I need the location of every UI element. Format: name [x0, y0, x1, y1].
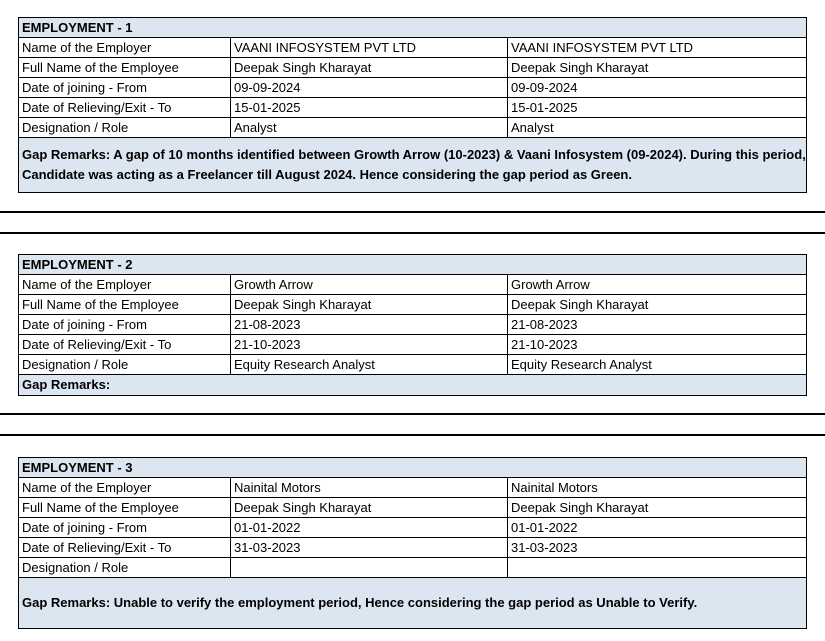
row-label: Designation / Role — [19, 558, 231, 578]
relieving-value-2: 31-03-2023 — [508, 538, 807, 558]
joining-value-1: 21-08-2023 — [231, 315, 508, 335]
row-label: Date of joining - From — [19, 518, 231, 538]
table-row — [19, 78, 807, 98]
employer-value-1: Nainital Motors — [231, 478, 508, 498]
table-row — [19, 518, 807, 538]
table-row — [19, 98, 807, 118]
employment-2-table — [18, 254, 806, 396]
table-row — [19, 558, 807, 578]
relieving-value-1: 31-03-2023 — [231, 538, 508, 558]
table-row — [19, 315, 807, 335]
relieving-value-2: 15-01-2025 — [508, 98, 807, 118]
table-row — [19, 38, 807, 58]
section-divider — [0, 434, 825, 436]
row-label: Name of the Employer — [19, 38, 231, 58]
section-divider — [0, 211, 825, 213]
row-label: Name of the Employer — [19, 275, 231, 295]
designation-value-1: Analyst — [231, 118, 508, 138]
employment-3-table — [18, 457, 806, 629]
relieving-value-1: 15-01-2025 — [231, 98, 508, 118]
section-divider — [0, 413, 825, 415]
employee-value-1: Deepak Singh Kharayat — [231, 295, 508, 315]
employer-value-1: Growth Arrow — [231, 275, 508, 295]
employee-value-1: Deepak Singh Kharayat — [231, 58, 508, 78]
employee-value-2: Deepak Singh Kharayat — [508, 58, 807, 78]
row-label: Designation / Role — [19, 355, 231, 375]
designation-value-1 — [231, 558, 508, 578]
joining-value-2: 21-08-2023 — [508, 315, 807, 335]
employer-value-2: Growth Arrow — [508, 275, 807, 295]
table-row — [19, 335, 807, 355]
table-row — [19, 355, 807, 375]
gap-remarks: Gap Remarks: Unable to verify the employment period, Hence considering the gap period as Unable to Verify. — [19, 578, 807, 629]
employment-title: EMPLOYMENT - 2 — [19, 255, 807, 275]
table-row — [19, 498, 807, 518]
row-label: Date of Relieving/Exit - To — [19, 538, 231, 558]
joining-value-2: 01-01-2022 — [508, 518, 807, 538]
row-label: Full Name of the Employee — [19, 295, 231, 315]
designation-value-2: Equity Research Analyst — [508, 355, 807, 375]
designation-value-2 — [508, 558, 807, 578]
row-label: Full Name of the Employee — [19, 58, 231, 78]
row-label: Designation / Role — [19, 118, 231, 138]
designation-value-2: Analyst — [508, 118, 807, 138]
employer-value-2: Nainital Motors — [508, 478, 807, 498]
table-row — [19, 478, 807, 498]
employment-1-table — [18, 17, 806, 193]
employer-value-2: VAANI INFOSYSTEM PVT LTD — [508, 38, 807, 58]
section-divider — [0, 232, 825, 234]
row-label: Date of Relieving/Exit - To — [19, 335, 231, 355]
joining-value-2: 09-09-2024 — [508, 78, 807, 98]
relieving-value-1: 21-10-2023 — [231, 335, 508, 355]
gap-remarks: Gap Remarks: A gap of 10 months identified between Growth Arrow (10-2023) & Vaani Infosystem (09-2024). During this period, Candidate was acting as a Freelancer till August 2024. Hence considering the gap period as Green. — [19, 138, 807, 193]
row-label: Full Name of the Employee — [19, 498, 231, 518]
row-label: Name of the Employer — [19, 478, 231, 498]
table-row — [19, 118, 807, 138]
gap-remarks: Gap Remarks: — [19, 375, 807, 396]
joining-value-1: 01-01-2022 — [231, 518, 508, 538]
table-row — [19, 538, 807, 558]
table-row — [19, 295, 807, 315]
relieving-value-2: 21-10-2023 — [508, 335, 807, 355]
table-row — [19, 275, 807, 295]
joining-value-1: 09-09-2024 — [231, 78, 508, 98]
employment-title: EMPLOYMENT - 1 — [19, 18, 807, 38]
employment-title: EMPLOYMENT - 3 — [19, 458, 807, 478]
employee-value-2: Deepak Singh Kharayat — [508, 295, 807, 315]
row-label: Date of Relieving/Exit - To — [19, 98, 231, 118]
employee-value-1: Deepak Singh Kharayat — [231, 498, 508, 518]
employer-value-1: VAANI INFOSYSTEM PVT LTD — [231, 38, 508, 58]
row-label: Date of joining - From — [19, 78, 231, 98]
designation-value-1: Equity Research Analyst — [231, 355, 508, 375]
employee-value-2: Deepak Singh Kharayat — [508, 498, 807, 518]
table-row — [19, 58, 807, 78]
row-label: Date of joining - From — [19, 315, 231, 335]
